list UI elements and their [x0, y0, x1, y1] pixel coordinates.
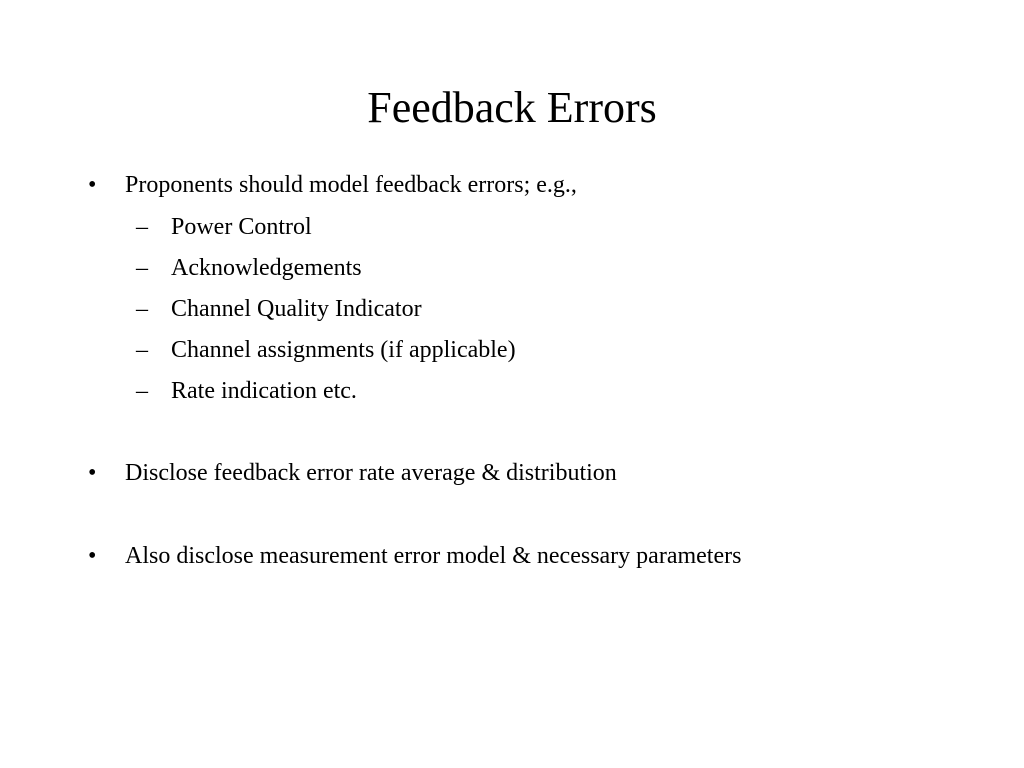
dash-marker: – [136, 214, 148, 240]
sub-bullet-text: Channel Quality Indicator [171, 296, 422, 322]
sub-bullet-text: Rate indication etc. [171, 378, 357, 404]
bullet-marker: • [88, 460, 97, 486]
bullet-text: Proponents should model feedback errors; e.g., [125, 172, 577, 198]
dash-marker: – [136, 337, 148, 363]
dash-marker: – [136, 255, 148, 281]
bullet-marker: • [88, 543, 97, 569]
dash-marker: – [136, 296, 148, 322]
bullet-text: Disclose feedback error rate average & distribution [125, 460, 617, 486]
bullet-text: Also disclose measurement error model & necessary parameters [125, 543, 742, 569]
sub-bullet-text: Acknowledgements [171, 255, 362, 281]
sub-bullet-text: Power Control [171, 214, 312, 240]
slide-title: Feedback Errors [367, 83, 657, 132]
bullet-marker: • [88, 172, 97, 198]
dash-marker: – [136, 378, 148, 404]
sub-bullet-text: Channel assignments (if applicable) [171, 337, 516, 363]
